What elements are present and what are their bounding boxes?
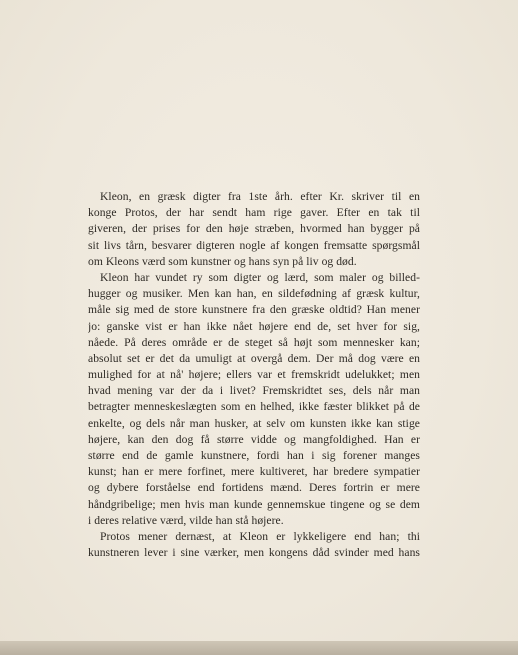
text-line: håndgribelige; men hvis man kunde gennemskue tingene og se dem xyxy=(88,497,420,511)
paragraph-1 xyxy=(88,189,420,270)
text-line: nåede. På deres område er de steget så højt som mennesker kan; xyxy=(88,335,420,349)
paragraph-3 xyxy=(88,529,420,561)
text-line: større end de gamle kunstnere, fordi han i sig forener manges xyxy=(88,449,420,462)
text-line: Kleon, en græsk digter fra 1ste årh. efter Kr. skriver til en xyxy=(100,190,420,203)
page-bottom-edge xyxy=(0,641,518,655)
text-line: højere, kan den dog få større vidde og mangfoldighed. Han er xyxy=(88,432,420,446)
text-line: absolut set er det da umuligt at overgå dem. Der må dog være en xyxy=(88,351,420,365)
text-line: kunst; han er mere forfinet, mere kultiveret, har bredere sympatier xyxy=(88,465,420,479)
text-line: måle sig med de store kunstnere fra den græske oldtid? Han mener xyxy=(88,303,420,317)
text-line: i deres relative værd, vilde han stå højere. xyxy=(88,513,284,527)
paragraph-2 xyxy=(88,270,420,529)
body-text xyxy=(88,189,420,561)
text-line: Kleon har vundet ry som digter og lærd, som maler og billed- xyxy=(100,270,420,284)
text-line: enkelte, og dels når man husker, at selv om kunsten ikke kan stige xyxy=(88,416,420,430)
text-line: sit livs tårn, besvarer digteren nogle af kongen fremsatte spørgsmål xyxy=(88,238,420,252)
text-line: hvad mening var der da i livet? Fremskridtet ses, dels når man xyxy=(88,384,420,398)
text-line: jo: ganske vist er han ikke nået højere end de, set hver for sig, xyxy=(88,319,420,333)
text-line: betragter menneskeslægten som en helhed, ikke fæster blikket på de xyxy=(88,400,420,414)
text-line: og dybere forståelse end fortidens mænd. Deres fortrin er mere xyxy=(88,481,420,495)
text-line: om Kleons værd som kunstner og hans syn på liv og død. xyxy=(88,254,357,268)
text-line: hugger og musiker. Men kan han, en sildefødning af græsk kultur, xyxy=(88,287,420,301)
text-line: mulighed for at nå' højere; ellers var et fremskridt udelukket; men xyxy=(88,368,420,382)
text-line: giveren, der prises for den høje stræben, hvormed han bygger på xyxy=(88,222,420,236)
text-line: kunstneren lever i sine værker, men kongens dåd svinder med hans xyxy=(88,546,420,560)
text-line: konge Protos, der har sendt ham rige gaver. Efter en tak til xyxy=(88,206,420,220)
text-line: Protos mener dernæst, at Kleon er lykkeligere end han; thi xyxy=(100,529,420,543)
